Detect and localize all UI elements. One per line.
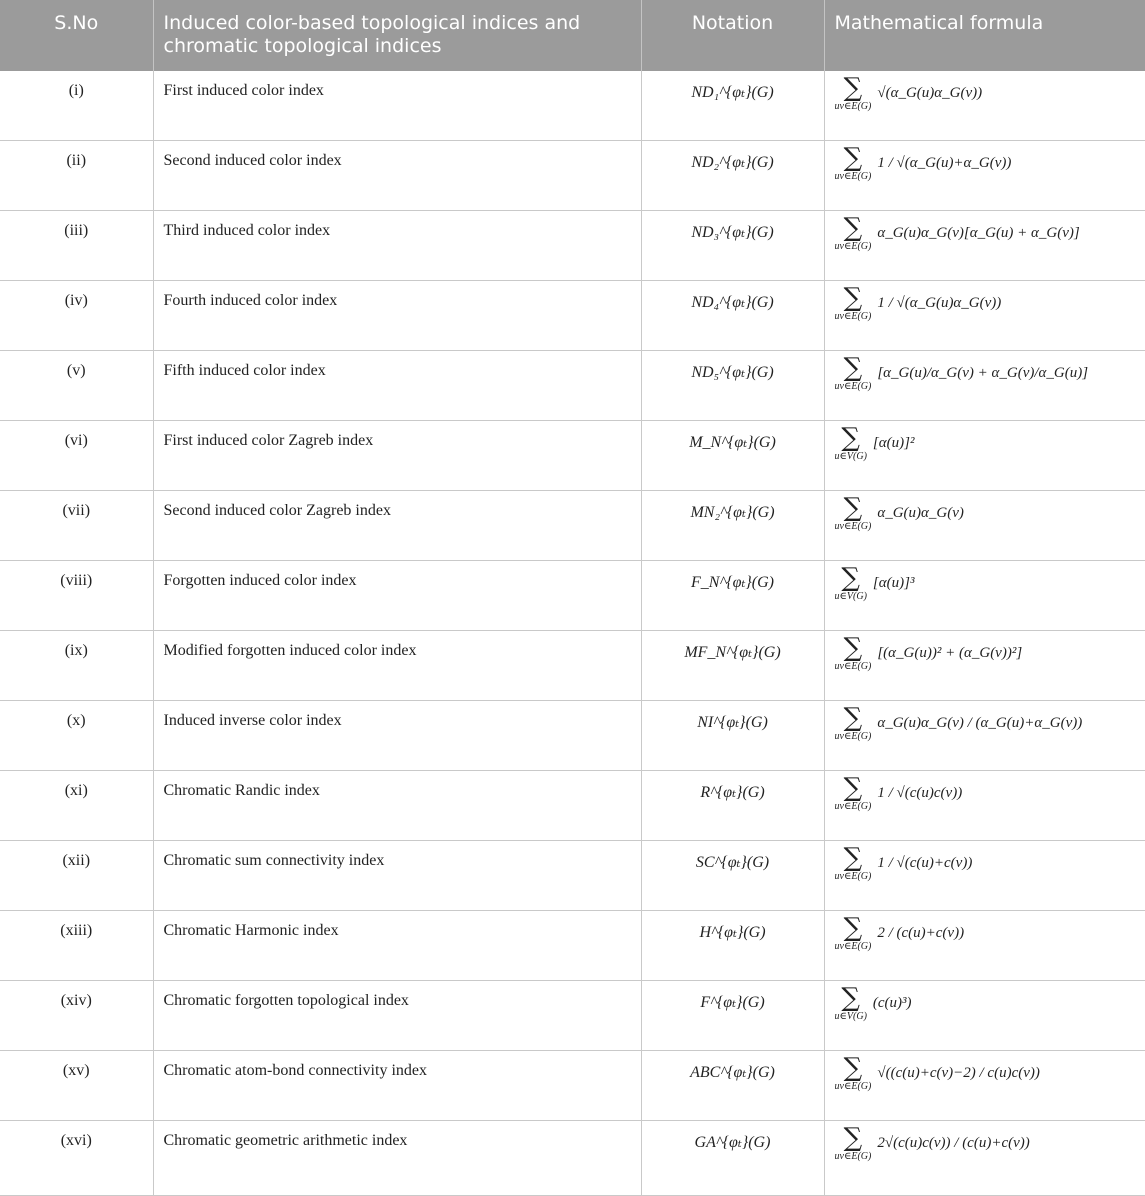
sigma-symbol: ∑ <box>843 143 863 173</box>
formula-expression: (c(u)³) <box>872 995 912 1011</box>
row-index-name: Second induced color Zagreb index <box>153 491 641 561</box>
row-index-name: First induced color Zagreb index <box>153 421 641 491</box>
sum-index: uv∈E(G) <box>834 311 872 322</box>
formula-expression: [α(u)]² <box>872 435 915 451</box>
table-row <box>0 841 1145 911</box>
formula-expression: √(α_G(u)α_G(v)) <box>877 85 983 101</box>
row-formula <box>824 911 1145 981</box>
row-formula <box>824 491 1145 561</box>
table-row <box>0 351 1145 421</box>
row-sno: (vi) <box>0 421 153 491</box>
row-notation: ABC^{φₜ}(G) <box>641 1051 824 1121</box>
table-row <box>0 1121 1145 1196</box>
row-formula <box>824 561 1145 631</box>
table-body <box>0 71 1145 1196</box>
table-row <box>0 631 1145 701</box>
table-row <box>0 491 1145 561</box>
row-sno: (vii) <box>0 491 153 561</box>
sigma-symbol: ∑ <box>843 283 863 313</box>
sigma-symbol: ∑ <box>843 1123 863 1153</box>
row-notation: MN₂^{φₜ}(G) <box>641 491 824 561</box>
row-notation: ND₄^{φₜ}(G) <box>641 281 824 351</box>
sum-index: uv∈E(G) <box>834 661 872 672</box>
row-formula <box>824 71 1145 141</box>
row-index-name: Fifth induced color index <box>153 351 641 421</box>
sigma-symbol: ∑ <box>843 703 863 733</box>
sigma-symbol: ∑ <box>843 1053 863 1083</box>
table-row <box>0 281 1145 351</box>
summation <box>835 425 867 463</box>
table-row <box>0 911 1145 981</box>
sigma-symbol: ∑ <box>843 633 863 663</box>
row-sno: (ix) <box>0 631 153 701</box>
formula-expression: α_G(u)α_G(v) / (α_G(u)+α_G(v)) <box>877 715 1083 731</box>
row-index-name: Chromatic geometric arithmetic index <box>153 1121 641 1196</box>
summation <box>835 495 872 533</box>
header-name: Induced color-based topological indices and chromatic topological indices <box>153 0 641 71</box>
row-sno: (iii) <box>0 211 153 281</box>
summation <box>835 215 872 253</box>
row-formula <box>824 141 1145 211</box>
row-notation: GA^{φₜ}(G) <box>641 1121 824 1196</box>
formula-expression: α_G(u)α_G(v)[α_G(u) + α_G(v)] <box>877 225 1080 241</box>
formula-expression: α_G(u)α_G(v) <box>877 505 964 521</box>
row-formula <box>824 981 1145 1051</box>
row-formula <box>824 771 1145 841</box>
row-notation: F^{φₜ}(G) <box>641 981 824 1051</box>
sum-index: uv∈E(G) <box>834 1081 872 1092</box>
row-index-name: Chromatic forgotten topological index <box>153 981 641 1051</box>
sigma-symbol: ∑ <box>843 773 863 803</box>
summation <box>835 845 872 883</box>
row-index-name: Induced inverse color index <box>153 701 641 771</box>
formula-expression: 1 / √(α_G(u)+α_G(v)) <box>877 155 1012 171</box>
row-formula <box>824 351 1145 421</box>
table-row <box>0 981 1145 1051</box>
table-row <box>0 701 1145 771</box>
row-notation: ND₃^{φₜ}(G) <box>641 211 824 281</box>
sum-index: uv∈E(G) <box>834 241 872 252</box>
table-row <box>0 421 1145 491</box>
row-sno: (viii) <box>0 561 153 631</box>
row-notation: H^{φₜ}(G) <box>641 911 824 981</box>
sigma-symbol: ∑ <box>843 353 863 383</box>
row-index-name: Chromatic atom-bond connectivity index <box>153 1051 641 1121</box>
sigma-symbol: ∑ <box>841 423 860 453</box>
sum-index: u∈V(G) <box>834 591 867 602</box>
row-formula <box>824 841 1145 911</box>
summation <box>835 285 872 323</box>
row-sno: (iv) <box>0 281 153 351</box>
row-notation: F_N^{φₜ}(G) <box>641 561 824 631</box>
sigma-symbol: ∑ <box>843 913 863 943</box>
table-row <box>0 1051 1145 1121</box>
sum-index: uv∈E(G) <box>834 171 872 182</box>
summation <box>835 75 872 113</box>
formula-expression: 2√(c(u)c(v)) / (c(u)+c(v)) <box>877 1135 1030 1151</box>
row-sno: (ii) <box>0 141 153 211</box>
sum-index: uv∈E(G) <box>834 1151 872 1162</box>
row-sno: (i) <box>0 71 153 141</box>
row-formula <box>824 1121 1145 1196</box>
row-notation: MF_N^{φₜ}(G) <box>641 631 824 701</box>
row-notation: ND₁^{φₜ}(G) <box>641 71 824 141</box>
summation <box>835 1125 872 1163</box>
sum-index: u∈V(G) <box>834 451 867 462</box>
sigma-symbol: ∑ <box>843 493 863 523</box>
row-index-name: Forgotten induced color index <box>153 561 641 631</box>
formula-expression: 1 / √(α_G(u)α_G(v)) <box>877 295 1002 311</box>
row-formula <box>824 281 1145 351</box>
row-formula <box>824 211 1145 281</box>
row-index-name: Modified forgotten induced color index <box>153 631 641 701</box>
header-formula: Mathematical formula <box>824 0 1145 71</box>
row-index-name: Third induced color index <box>153 211 641 281</box>
sigma-symbol: ∑ <box>841 563 860 593</box>
header-notation: Notation <box>641 0 824 71</box>
row-index-name: First induced color index <box>153 71 641 141</box>
row-index-name: Fourth induced color index <box>153 281 641 351</box>
table-row <box>0 71 1145 141</box>
row-notation: ND₅^{φₜ}(G) <box>641 351 824 421</box>
sum-index: uv∈E(G) <box>834 801 872 812</box>
summation <box>835 705 872 743</box>
summation <box>835 775 872 813</box>
row-sno: (xiv) <box>0 981 153 1051</box>
row-formula <box>824 1051 1145 1121</box>
formula-expression: [α(u)]³ <box>872 575 915 591</box>
table-row <box>0 771 1145 841</box>
row-sno: (x) <box>0 701 153 771</box>
sum-index: uv∈E(G) <box>834 731 872 742</box>
row-sno: (xv) <box>0 1051 153 1121</box>
row-sno: (v) <box>0 351 153 421</box>
row-index-name: Second induced color index <box>153 141 641 211</box>
sum-index: uv∈E(G) <box>834 871 872 882</box>
sigma-symbol: ∑ <box>841 983 860 1013</box>
formula-expression: [(α_G(u))² + (α_G(v))²] <box>877 645 1023 661</box>
row-formula <box>824 421 1145 491</box>
row-index-name: Chromatic Randic index <box>153 771 641 841</box>
summation <box>835 355 872 393</box>
summation <box>835 145 872 183</box>
table-row <box>0 211 1145 281</box>
summation <box>835 565 867 603</box>
table-header <box>0 0 1145 71</box>
sum-index: uv∈E(G) <box>834 381 872 392</box>
summation <box>835 635 872 673</box>
sum-index: u∈V(G) <box>834 1011 867 1022</box>
formula-expression: 1 / √(c(u)c(v)) <box>877 785 963 801</box>
formula-expression: √((c(u)+c(v)−2) / c(u)c(v)) <box>877 1065 1040 1081</box>
row-index-name: Chromatic sum connectivity index <box>153 841 641 911</box>
row-formula <box>824 631 1145 701</box>
sigma-symbol: ∑ <box>843 213 863 243</box>
sigma-symbol: ∑ <box>843 843 863 873</box>
table-row <box>0 561 1145 631</box>
row-notation: M_N^{φₜ}(G) <box>641 421 824 491</box>
row-sno: (xiii) <box>0 911 153 981</box>
sum-index: uv∈E(G) <box>834 101 872 112</box>
row-sno: (xvi) <box>0 1121 153 1196</box>
row-notation: SC^{φₜ}(G) <box>641 841 824 911</box>
summation <box>835 985 867 1023</box>
header-sno: S.No <box>0 0 153 71</box>
row-notation: NI^{φₜ}(G) <box>641 701 824 771</box>
summation <box>835 915 872 953</box>
row-sno: (xii) <box>0 841 153 911</box>
row-formula <box>824 701 1145 771</box>
row-notation: R^{φₜ}(G) <box>641 771 824 841</box>
table-row <box>0 141 1145 211</box>
sum-index: uv∈E(G) <box>834 941 872 952</box>
row-sno: (xi) <box>0 771 153 841</box>
row-index-name: Chromatic Harmonic index <box>153 911 641 981</box>
formula-expression: [α_G(u)/α_G(v) + α_G(v)/α_G(u)] <box>877 365 1089 381</box>
formula-expression: 2 / (c(u)+c(v)) <box>877 925 965 941</box>
row-notation: ND₂^{φₜ}(G) <box>641 141 824 211</box>
summation <box>835 1055 872 1093</box>
sum-index: uv∈E(G) <box>834 521 872 532</box>
sigma-symbol: ∑ <box>843 73 863 103</box>
formula-expression: 1 / √(c(u)+c(v)) <box>877 855 973 871</box>
